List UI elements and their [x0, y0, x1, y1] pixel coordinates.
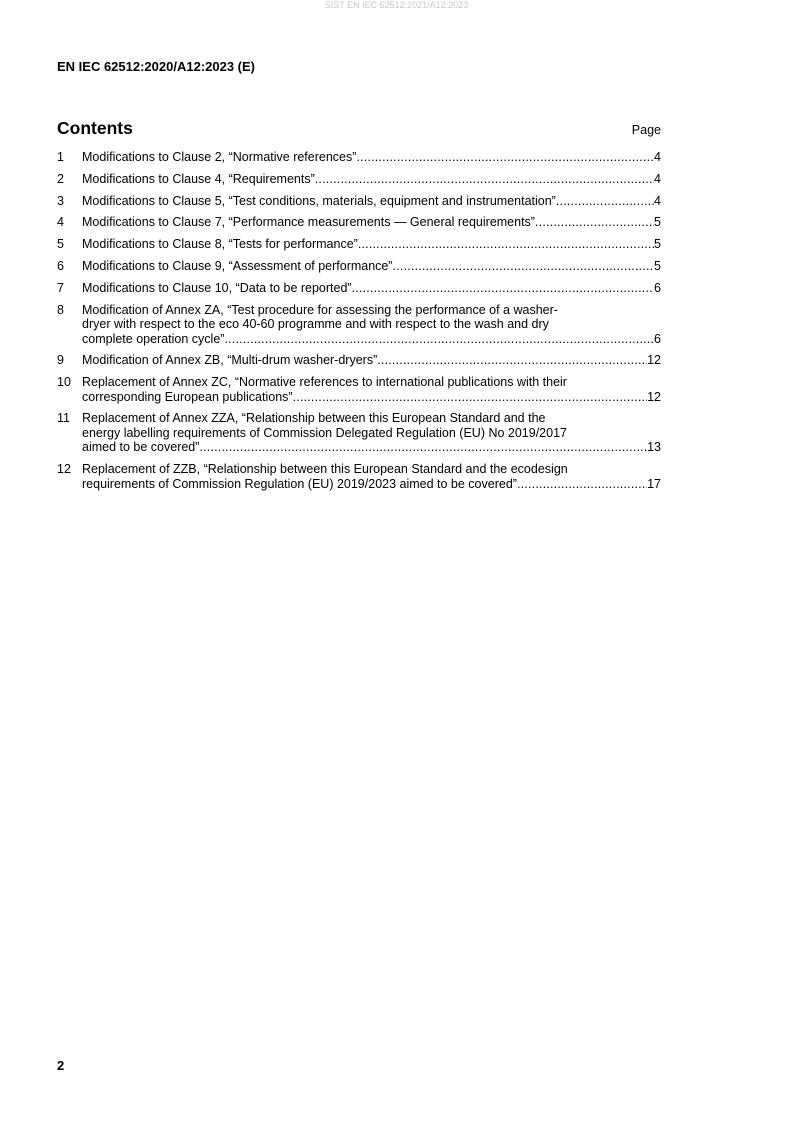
toc-entry-body: [82, 303, 661, 347]
toc-entry[interactable]: [57, 259, 661, 274]
toc-entry-title-line: Modifications to Clause 8, “Tests for performance”: [82, 237, 358, 252]
toc-entry-title-line: Modifications to Clause 9, “Assessment of performance”: [82, 258, 393, 273]
toc-entry-title-line: energy labelling requirements of Commission Delegated Regulation (EU) No 2019/2017: [82, 425, 567, 440]
toc-entry-number: 1: [57, 150, 64, 164]
toc-entry-number: 6: [57, 258, 64, 273]
toc-dot-leader: [556, 194, 654, 209]
table-of-contents: [57, 150, 661, 499]
toc-entry-number: 3: [57, 193, 64, 208]
toc-entry-title-line: Replacement of ZZB, “Relationship between this European Standard and the ecodesign: [82, 462, 568, 477]
toc-entry-leader-line: [82, 150, 661, 165]
toc-entry-title-line: Modifications to Clause 5, “Test conditions, materials, equipment and instrumentation”: [82, 193, 556, 208]
toc-entry-body: [82, 375, 661, 404]
toc-entry-title-line: Modifications to Clause 10, “Data to be reported”: [82, 280, 352, 295]
toc-entry-leader-line: [82, 353, 661, 368]
toc-entry-body: [82, 281, 661, 296]
toc-entry-page: 4: [654, 150, 661, 164]
toc-dot-leader: [224, 332, 654, 347]
toc-entry[interactable]: [57, 411, 661, 455]
toc-entry-page: 5: [654, 258, 661, 273]
toc-entry-page: 4: [654, 171, 661, 186]
toc-entry-number: 5: [57, 237, 64, 252]
toc-entry-body: [82, 411, 661, 455]
toc-entry-leader-line: [82, 281, 661, 296]
toc-entry-leader-line: [82, 237, 661, 252]
toc-entry-title-line: Replacement of Annex ZZA, “Relationship between this European Standard and the: [82, 411, 546, 426]
toc-entry-page: 5: [654, 237, 661, 252]
toc-entry-title-line: dryer with respect to the eco 40-60 programme and with respect to the wash and dry: [82, 317, 549, 332]
toc-entry-page: 5: [654, 215, 661, 230]
toc-dot-leader: [356, 150, 654, 165]
toc-entry-page: 12: [647, 389, 661, 404]
toc-dot-leader: [199, 440, 647, 455]
toc-entry-number: 11: [57, 411, 70, 426]
toc-entry-title-line: Modifications to Clause 4, “Requirements”: [82, 171, 315, 186]
toc-entry-number: 8: [57, 302, 64, 317]
toc-entry-body: [82, 215, 661, 230]
toc-entry[interactable]: [57, 172, 661, 187]
page-column-label: Page: [631, 123, 661, 137]
toc-dot-leader: [352, 281, 654, 296]
toc-entry[interactable]: [57, 215, 661, 230]
toc-entry-title-line: aimed to be covered”: [82, 440, 200, 455]
toc-entry[interactable]: [57, 303, 661, 347]
toc-entry[interactable]: [57, 462, 661, 491]
toc-dot-leader: [377, 353, 647, 368]
toc-dot-leader: [535, 215, 654, 230]
watermark-text: SIST EN IEC 62512:2021/A12:2023: [324, 0, 469, 10]
toc-dot-leader: [393, 259, 655, 274]
toc-entry[interactable]: [57, 194, 661, 209]
page-number: 2: [57, 1058, 65, 1073]
toc-entry-leader-line: [82, 172, 661, 187]
toc-entry-title-line: Modifications to Clause 2, “Normative references”: [82, 150, 357, 164]
toc-entry-page: 13: [647, 440, 661, 455]
toc-entry[interactable]: [57, 375, 661, 404]
toc-dot-leader: [358, 237, 654, 252]
toc-entry-number: 2: [57, 171, 64, 186]
toc-entry-title-line: corresponding European publications”: [82, 389, 293, 404]
toc-entry-body: [82, 462, 661, 491]
toc-entry-number: 4: [57, 215, 64, 230]
toc-entry-number: 9: [57, 353, 64, 368]
toc-entry-leader-line: [82, 390, 661, 405]
toc-entry-number: 7: [57, 280, 64, 295]
toc-entry-title-line: complete operation cycle”: [82, 331, 225, 346]
document-identifier: EN IEC 62512:2020/A12:2023 (E): [57, 59, 256, 74]
toc-dot-leader: [517, 477, 647, 492]
toc-entry-title-line: Replacement of Annex ZC, “Normative references to international publications with their: [82, 375, 567, 390]
toc-entry-page: 6: [654, 280, 661, 295]
toc-entry-page: 4: [654, 193, 661, 208]
toc-entry-body: [82, 353, 661, 368]
toc-entry-leader-line: [82, 440, 661, 455]
toc-entry[interactable]: [57, 281, 661, 296]
toc-entry-page: 12: [647, 353, 661, 368]
toc-entry-body: [82, 194, 661, 209]
toc-entry-title-line: Modification of Annex ZA, “Test procedure for assessing the performance of a washer-: [82, 302, 558, 317]
toc-dot-leader: [315, 172, 654, 187]
toc-entry-page: 6: [654, 331, 661, 346]
toc-entry-leader-line: [82, 215, 661, 230]
toc-entry-title-line: Modifications to Clause 7, “Performance measurements — General requirements”: [82, 215, 535, 230]
toc-entry-number: 12: [57, 462, 71, 477]
toc-entry-title-line: Modification of Annex ZB, “Multi-drum washer-dryers”: [82, 353, 378, 368]
toc-entry[interactable]: [57, 353, 661, 368]
toc-entry-leader-line: [82, 477, 661, 492]
toc-entry-number: 10: [57, 375, 71, 390]
toc-dot-leader: [293, 390, 648, 405]
toc-entry-leader-line: [82, 194, 661, 209]
toc-entry-body: [82, 150, 661, 165]
toc-entry[interactable]: [57, 237, 661, 252]
toc-entry-title-line: requirements of Commission Regulation (EU) 2019/2023 aimed to be covered”: [82, 476, 517, 491]
toc-entry-page: 17: [647, 476, 661, 491]
toc-entry-body: [82, 237, 661, 252]
toc-entry-leader-line: [82, 332, 661, 347]
toc-entry-leader-line: [82, 259, 661, 274]
toc-entry[interactable]: [57, 150, 661, 165]
toc-entry-body: [82, 172, 661, 187]
toc-entry-body: [82, 259, 661, 274]
contents-title: Contents: [57, 118, 133, 138]
